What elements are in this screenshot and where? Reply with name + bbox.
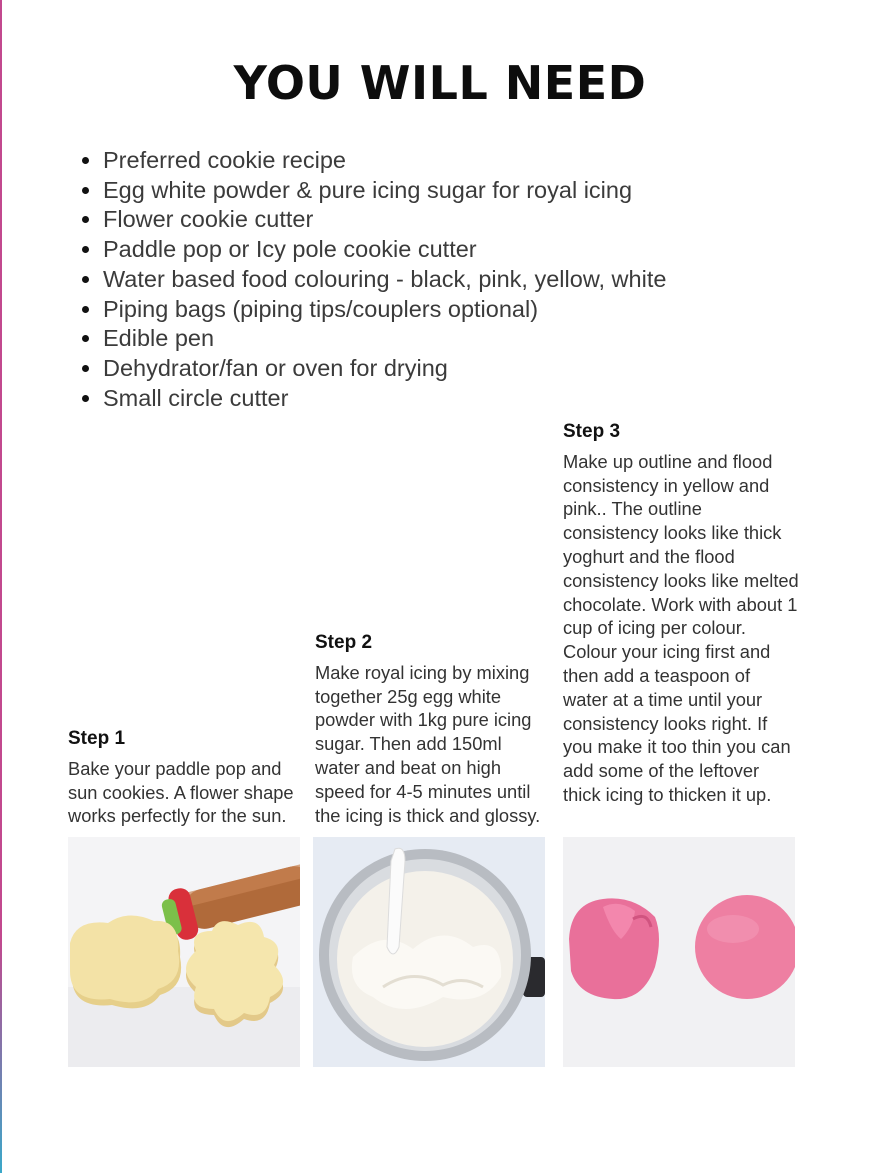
step-text: Make up outline and flood consistency in yellow and pink.. The outline consistency looks like thick yoghurt and the flood consistency looks like melted chocolate. Work with about 1 cup of icing per colour. Colour your icing first and then add a teaspoon of water at a time until your consistency looks right. If you make it too thin you can add some of the leftover thick icing to thicken it up.	[563, 450, 799, 805]
needs-item: • Flower cookie cutter	[103, 205, 666, 235]
needs-item: • Dehydrator/fan or oven for drying	[103, 354, 666, 384]
step-2-photo-royal-icing	[313, 837, 545, 1067]
page-edge-accent	[0, 0, 2, 1173]
page-title: YOU WILL NEED	[233, 56, 647, 110]
needs-item: • Egg white powder & pure icing sugar for royal icing	[103, 176, 666, 206]
needs-item: • Edible pen	[103, 324, 666, 354]
step-3-photo-pink-icing	[563, 837, 795, 1067]
step-3	[563, 420, 799, 807]
needs-list	[62, 146, 666, 413]
needs-item: • Water based food colouring - black, pink, yellow, white	[103, 265, 666, 295]
needs-item: • Small circle cutter	[103, 384, 666, 414]
step-text: Make royal icing by mixing together 25g egg white powder with 1kg pure icing sugar. Then add 150ml water and beat on high speed for 4-5 minutes until the icing is thick and glossy.	[315, 661, 541, 826]
needs-item: • Piping bags (piping tips/couplers optional)	[103, 295, 666, 325]
step-heading: Step 1	[68, 728, 126, 749]
step-text: Bake your paddle pop and sun cookies. A flower shape works perfectly for the sun.	[68, 757, 294, 827]
step-heading: Step 3	[563, 421, 621, 442]
needs-item: • Preferred cookie recipe	[103, 146, 666, 176]
step-heading: Step 2	[315, 632, 373, 653]
step-1	[68, 727, 304, 828]
step-2	[315, 631, 551, 827]
step-1-photo-cookies	[68, 837, 300, 1067]
needs-item: • Paddle pop or Icy pole cookie cutter	[103, 235, 666, 265]
